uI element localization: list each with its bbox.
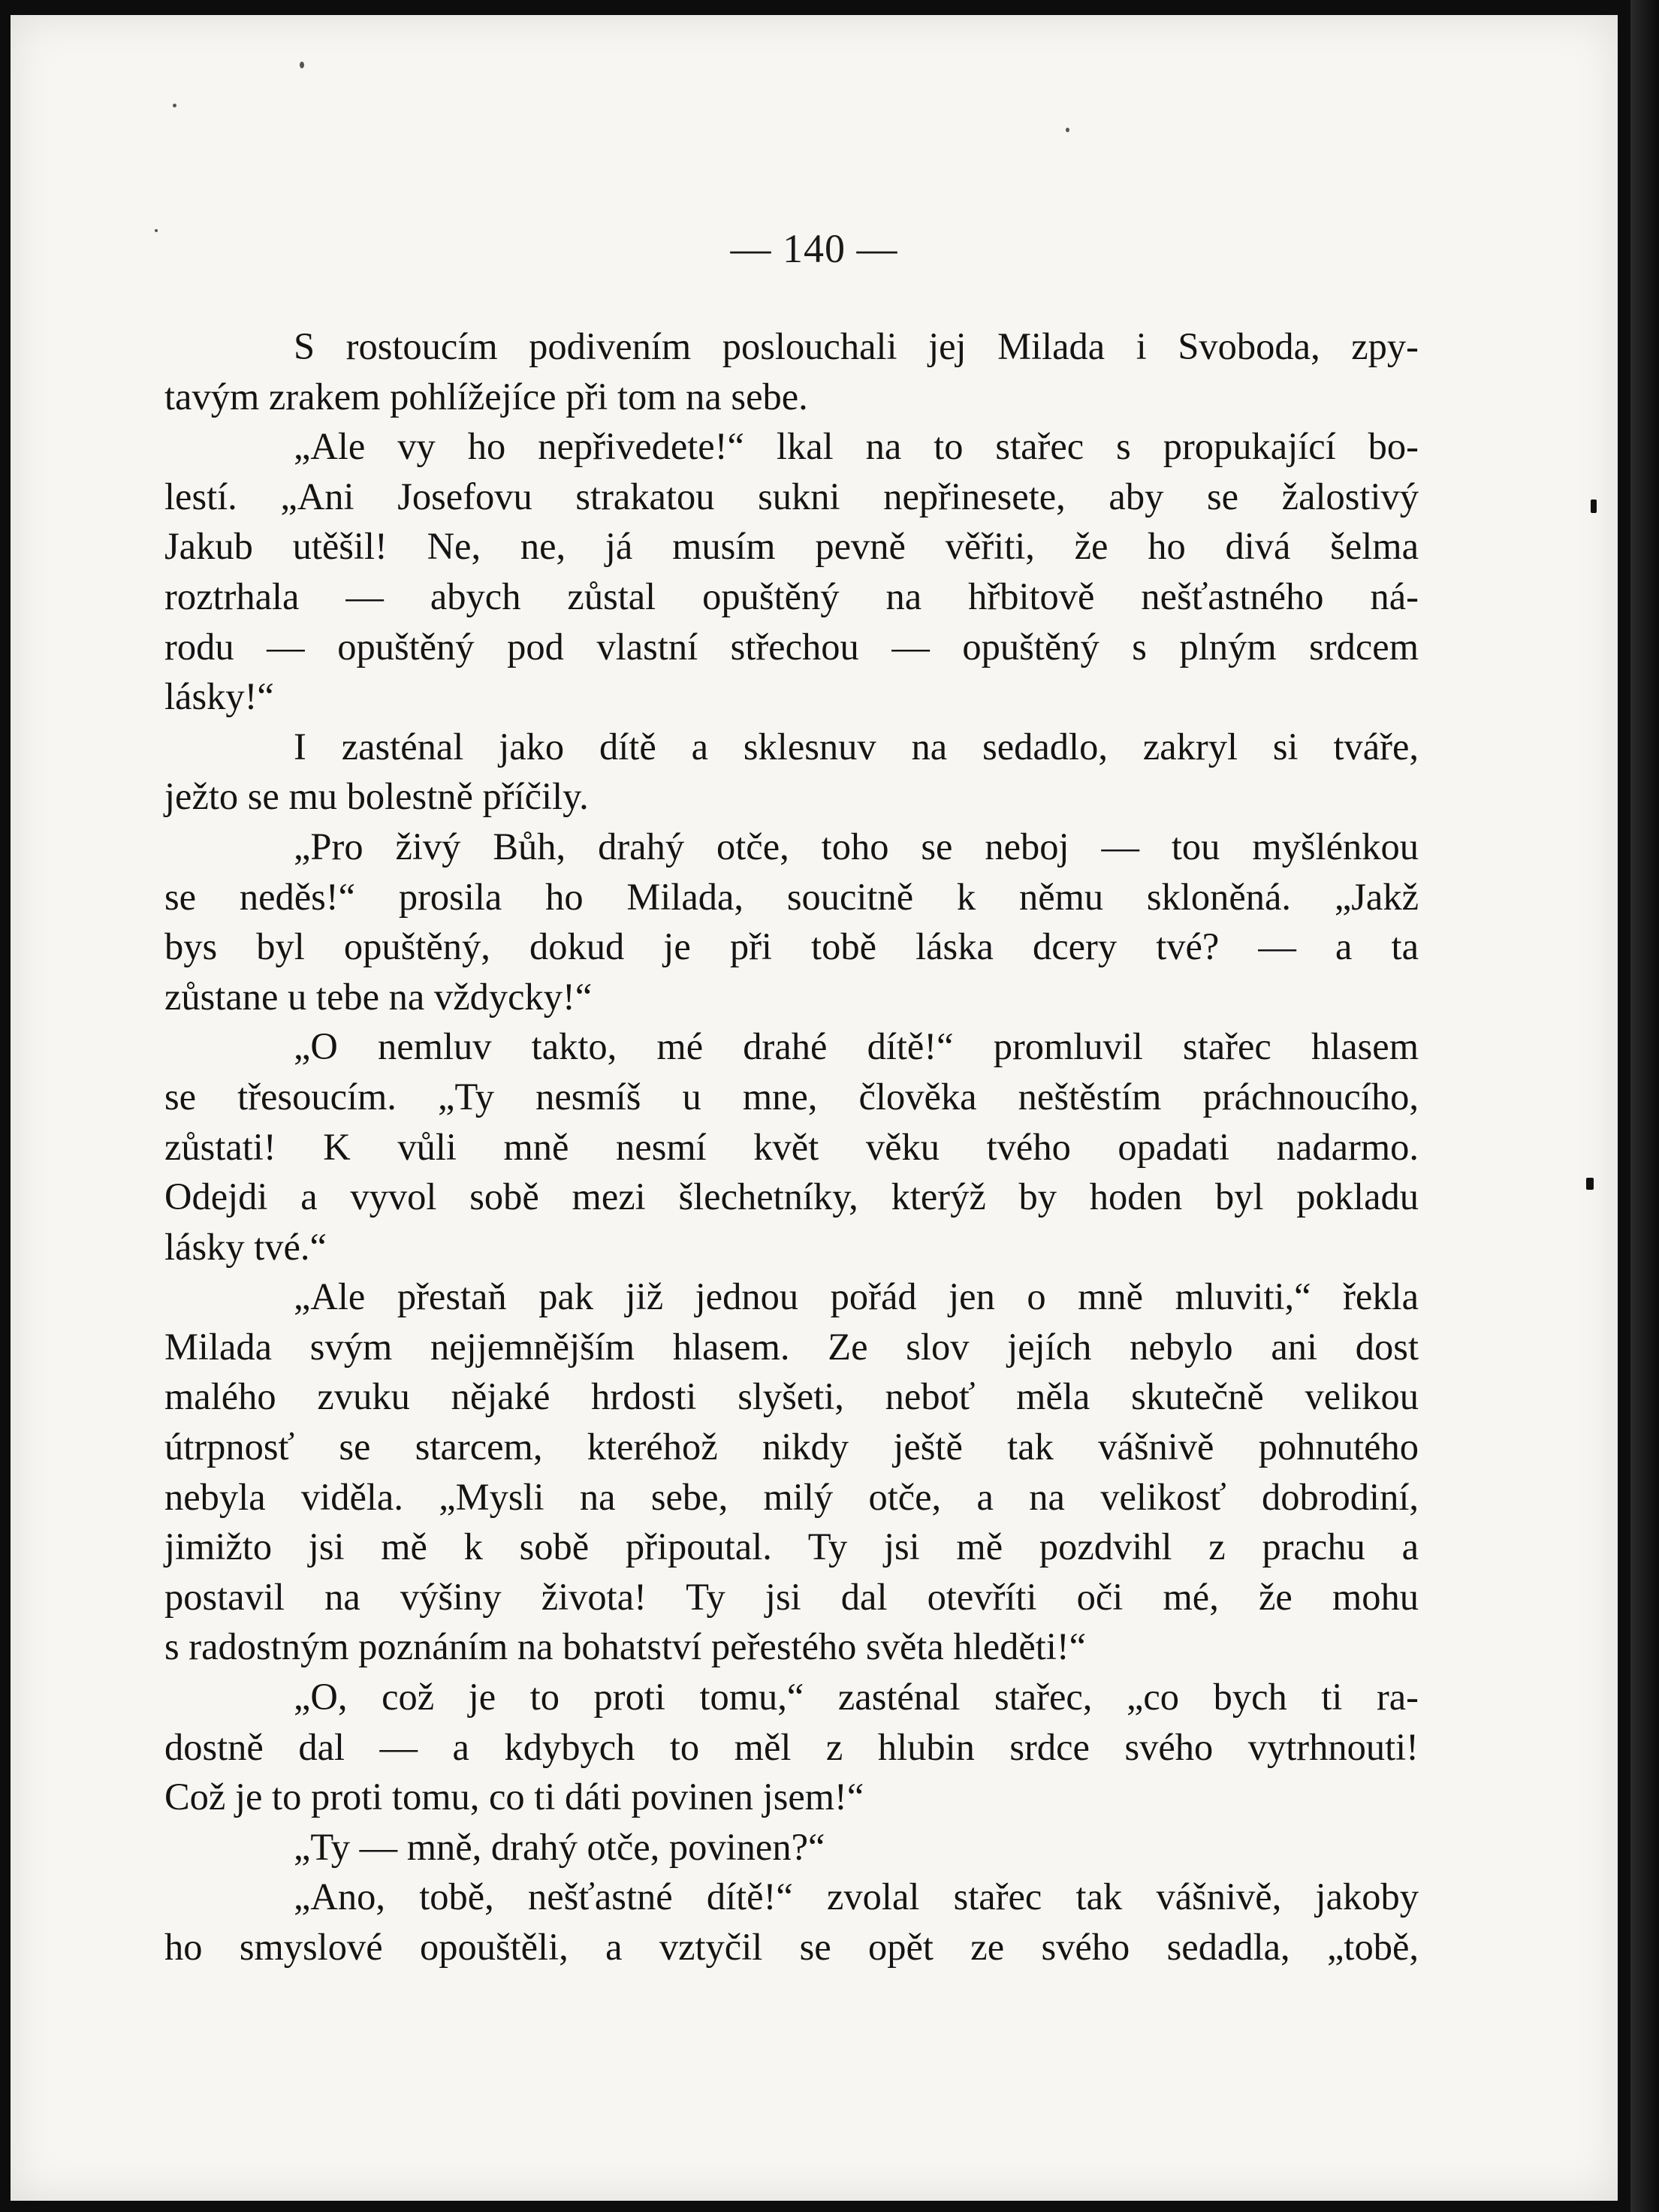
text-line: bys byl opuštěný, dokud je při tobě láska dcery tvé? — a ta: [164, 925, 1419, 968]
text-line: lásky tvé.“: [164, 1225, 327, 1268]
text-line: postavil na výšiny života! Ty jsi dal otevříti oči mé, že mohu: [164, 1575, 1419, 1618]
paper-speck: [1066, 128, 1069, 132]
paper-speck: [1591, 499, 1597, 513]
text-line: „Ale přestaň pak již jednou pořád jen o mně mluviti,“ řekla: [294, 1275, 1419, 1318]
text-line: zůstati! K vůli mně nesmí květ věku tvého opadati nadarmo.: [164, 1125, 1419, 1168]
text-line: tavým zrakem pohlížejíce při tom na sebe.: [164, 375, 808, 418]
text-line: lásky!“: [164, 675, 274, 718]
text-line: Odejdi a vyvol sobě mezi šlechetníky, kterýž by hoden byl pokladu: [164, 1175, 1419, 1218]
book-page: [11, 15, 1618, 2201]
text-line: „Ano, tobě, nešťastné dítě!“ zvolal stařec tak vášnivě, jakoby: [294, 1876, 1419, 1918]
body-text: [164, 321, 1419, 1972]
text-line: ježto se mu bolestně příčily.: [164, 775, 589, 818]
text-line: dostně dal — a kdybych to měl z hlubin srdce svého vytrhnouti!: [164, 1725, 1419, 1768]
text-line: jimižto jsi mě k sobě připoutal. Ty jsi mě pozdvihl z prachu a: [164, 1525, 1419, 1568]
text-line: Milada svým nejjemnějším hlasem. Ze slov jejích nebylo ani dost: [164, 1325, 1419, 1368]
text-line: s radostným poznáním na bohatství peřestého světa hleděti!“: [164, 1625, 1087, 1668]
text-line: zůstane u tebe na vždycky!“: [164, 975, 593, 1018]
scan-edge: [1630, 0, 1659, 2212]
paper-speck: [1586, 1178, 1594, 1190]
text-line: rodu — opuštěný pod vlastní střechou — opuštěný s plným srdcem: [164, 625, 1419, 668]
text-line: malého zvuku nějaké hrdosti slyšeti, neboť měla skutečně velikou: [164, 1375, 1419, 1418]
text-line: se neděs!“ prosila ho Milada, soucitně k němu skloněná. „Jakž: [164, 875, 1419, 918]
text-line: „O nemluv takto, mé drahé dítě!“ promluvil stařec hlasem: [294, 1025, 1419, 1068]
paper-speck: [300, 62, 304, 68]
text-line: lestí. „Ani Josefovu strakatou sukni nepřinesete, aby se žalostivý: [164, 475, 1419, 518]
text-line: „O, což je to proti tomu,“ zasténal stařec, „co bych ti ra-: [294, 1676, 1419, 1719]
text-line: I zasténal jako dítě a sklesnuv na sedadlo, zakryl si tváře,: [294, 725, 1419, 768]
text-line: Jakub utěšil! Ne, ne, já musím pevně věřiti, že ho divá šelma: [164, 525, 1419, 568]
text-line: „Pro živý Bůh, drahý otče, toho se neboj — tou myšlénkou: [294, 825, 1419, 868]
text-line: S rostoucím podivením poslouchali jej Milada i Svoboda, zpy-: [294, 325, 1419, 367]
text-line: se třesoucím. „Ty nesmíš u mne, člověka neštěstím práchnoucího,: [164, 1075, 1419, 1118]
paper-speck: [155, 229, 158, 232]
text-line: „Ale vy ho nepřivedete!“ lkal na to stařec s propukající bo-: [294, 425, 1419, 468]
text-line: útrpnosť se starcem, kteréhož nikdy ještě tak vášnivě pohnutého: [164, 1426, 1419, 1468]
text-line: Což je to proti tomu, co ti dáti povinen jsem!“: [164, 1776, 864, 1818]
page-number: — 140 —: [730, 226, 898, 271]
text-line: nebyla viděla. „Mysli na sebe, milý otče, a na velikosť dobrodiní,: [164, 1475, 1419, 1518]
paper-speck: [173, 104, 176, 107]
text-line: ho smyslové opouštěli, a vztyčil se opět ze svého sedadla, „tobě,: [164, 1926, 1419, 1968]
text-line: „Ty — mně, drahý otče, povinen?“: [294, 1825, 825, 1868]
text-line: roztrhala — abych zůstal opuštěný na hřbitově nešťastného ná-: [164, 575, 1419, 617]
